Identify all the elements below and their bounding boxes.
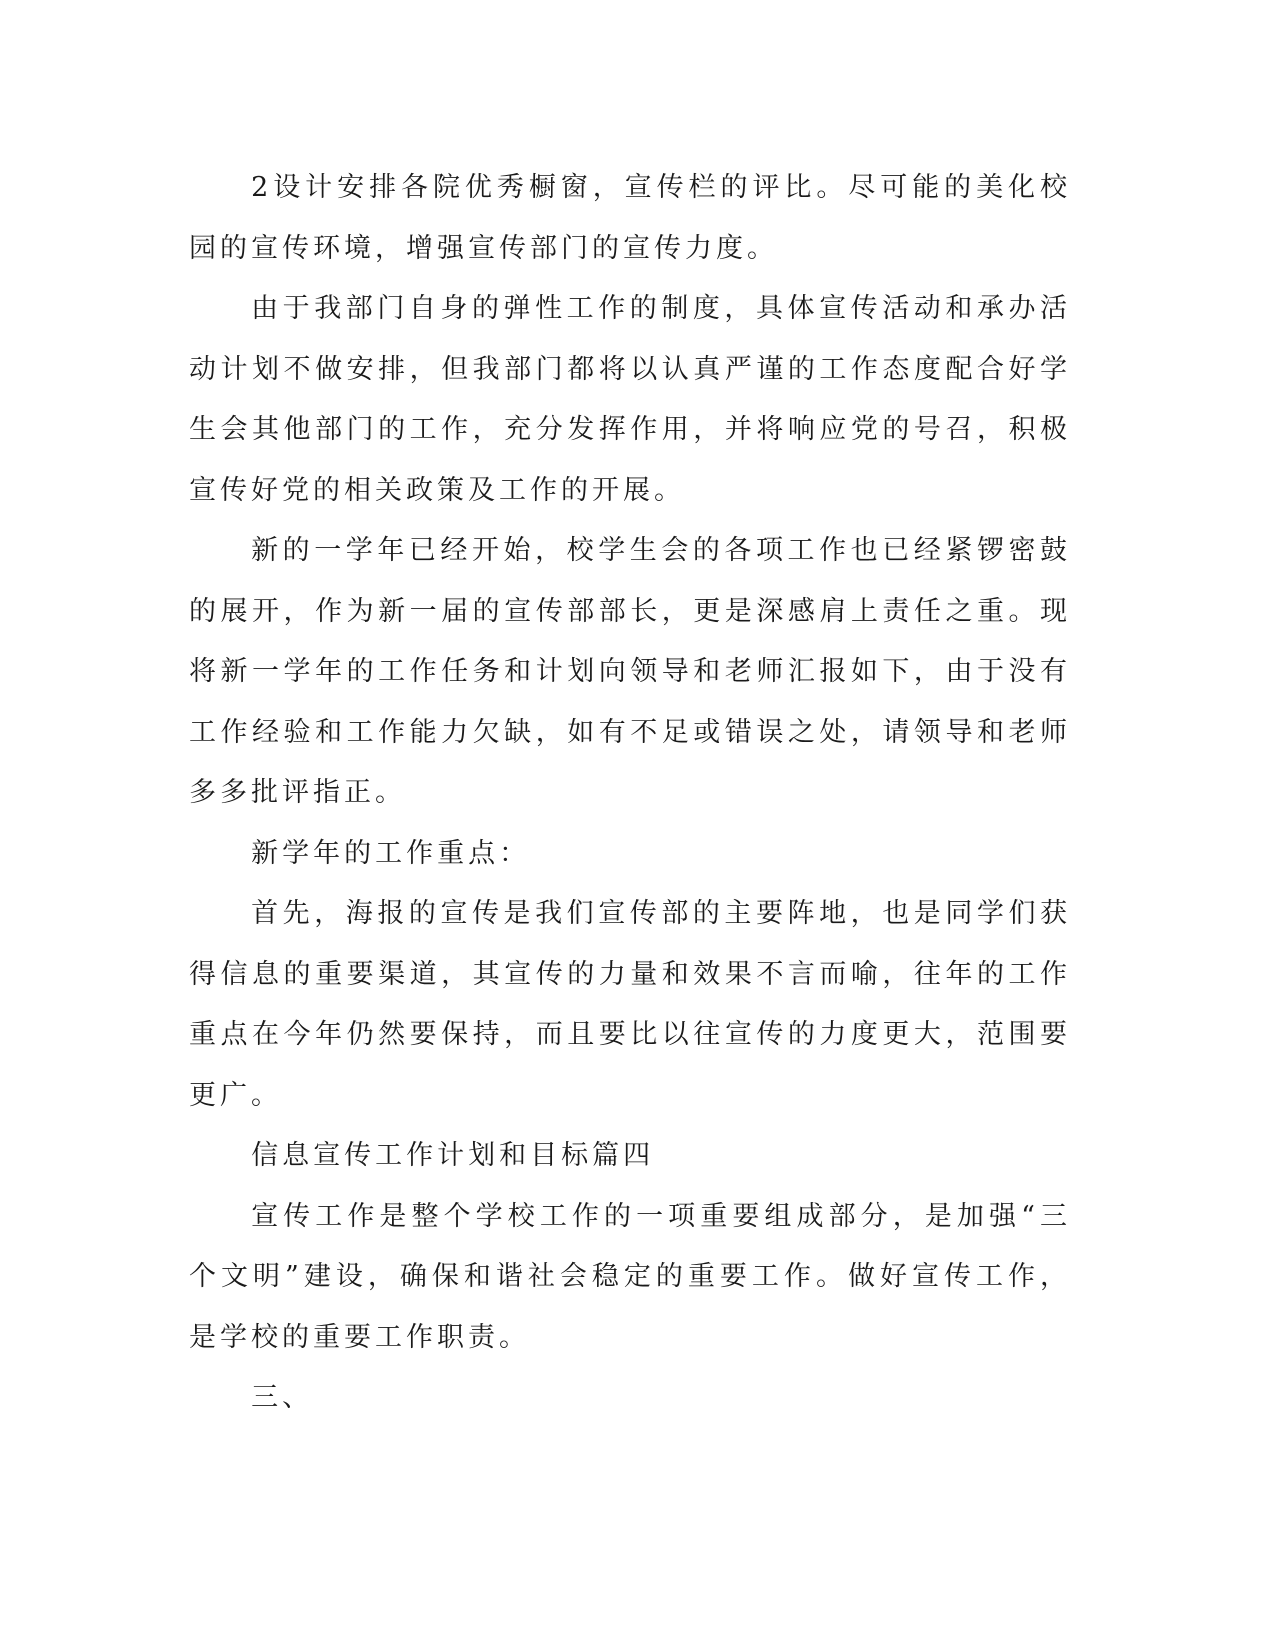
paragraph-2: 由于我部门自身的弹性工作的制度，具体宣传活动和承办活动计划不做安排，但我部门都将以认真严谨的工作态度配合好学生会其他部门的工作，充分发挥作用，并将响应党的号召，积极宣传好党的相关政策及工作的开展。 [189, 293, 1071, 506]
paragraph-3: 新的一学年已经开始，校学生会的各项工作也已经紧锣密鼓的展开，作为新一届的宣传部部长，更是深感肩上责任之重。现将新一学年的工作任务和计划向领导和老师汇报如下，由于没有工作经验和工作能力欠缺，如有不足或错误之处，请领导和老师多多批评指正。 [189, 535, 1071, 808]
paragraph-4-heading: 新学年的工作重点： [251, 837, 531, 869]
paragraph-8-section: 三、 [251, 1382, 314, 1413]
paragraph-6-title: 信息宣传工作计划和目标篇四 [251, 1140, 655, 1171]
paragraph-7: 宣传工作是整个学校工作的一项重要组成部分，是加强“三个文明”建设，确保和谐社会稳定的重要工作。做好宣传工作，是学校的重要工作职责。 [189, 1200, 1071, 1353]
document-body [189, 158, 1071, 1429]
paragraph-1: 2设计安排各院优秀橱窗，宣传栏的评比。尽可能的美化校园的宣传环境，增强宣传部门的宣传力度。 [189, 172, 1071, 264]
paragraph-5: 首先，海报的宣传是我们宣传部的主要阵地，也是同学们获得信息的重要渠道，其宣传的力量和效果不言而喻，往年的工作重点在今年仍然要保持，而且要比以往宣传的力度更大，范围要更广。 [189, 898, 1071, 1111]
